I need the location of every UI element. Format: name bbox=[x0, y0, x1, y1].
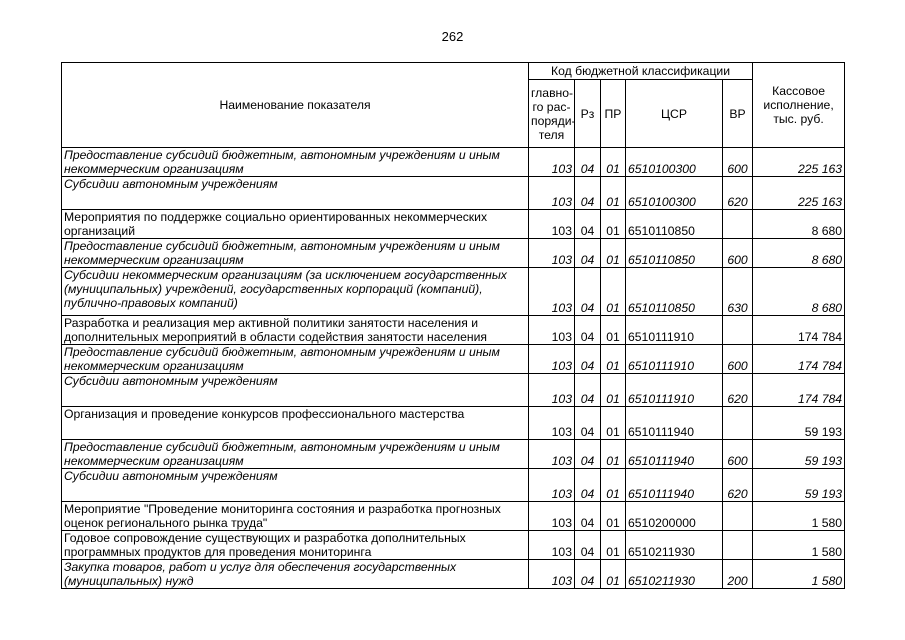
table-row bbox=[62, 531, 845, 560]
row-amount: 59 193 bbox=[753, 469, 845, 502]
row-rz: 04 bbox=[575, 210, 601, 239]
row-pr: 01 bbox=[601, 560, 626, 589]
row-vr bbox=[723, 502, 753, 531]
row-name: Мероприятия по поддержке социально ориентированных некоммерческих организаций bbox=[62, 210, 529, 239]
row-pr: 01 bbox=[601, 502, 626, 531]
row-pr: 01 bbox=[601, 210, 626, 239]
row-csr: 6510100300 bbox=[626, 148, 723, 177]
row-rz: 04 bbox=[575, 440, 601, 469]
row-amount: 174 784 bbox=[753, 316, 845, 345]
row-name: Организация и проведение конкурсов профессионального мастерства bbox=[62, 407, 529, 440]
row-amount: 1 580 bbox=[753, 502, 845, 531]
row-amount: 59 193 bbox=[753, 407, 845, 440]
row-gl: 103 bbox=[529, 469, 575, 502]
row-amount: 8 680 bbox=[753, 210, 845, 239]
row-name: Субсидии автономным учреждениям bbox=[62, 177, 529, 210]
header-vr: ВР bbox=[723, 80, 753, 148]
header-pr: ПР bbox=[601, 80, 626, 148]
table-row bbox=[62, 560, 845, 589]
row-rz: 04 bbox=[575, 531, 601, 560]
row-vr: 630 bbox=[723, 268, 753, 316]
row-vr bbox=[723, 531, 753, 560]
row-csr: 6510111910 bbox=[626, 316, 723, 345]
row-vr: 620 bbox=[723, 469, 753, 502]
table-row bbox=[62, 374, 845, 407]
row-amount: 8 680 bbox=[753, 239, 845, 268]
row-pr: 01 bbox=[601, 531, 626, 560]
row-rz: 04 bbox=[575, 469, 601, 502]
row-vr: 600 bbox=[723, 148, 753, 177]
row-gl: 103 bbox=[529, 148, 575, 177]
row-vr: 620 bbox=[723, 374, 753, 407]
table-row bbox=[62, 440, 845, 469]
row-csr: 6510110850 bbox=[626, 210, 723, 239]
row-amount: 1 580 bbox=[753, 560, 845, 589]
row-rz: 04 bbox=[575, 239, 601, 268]
row-pr: 01 bbox=[601, 268, 626, 316]
row-csr: 6510111910 bbox=[626, 345, 723, 374]
row-gl: 103 bbox=[529, 407, 575, 440]
row-rz: 04 bbox=[575, 316, 601, 345]
budget-table bbox=[61, 62, 845, 589]
row-csr: 6510200000 bbox=[626, 502, 723, 531]
table-row bbox=[62, 316, 845, 345]
row-gl: 103 bbox=[529, 374, 575, 407]
header-budget-code-group: Код бюджетной классификации bbox=[529, 63, 753, 80]
row-gl: 103 bbox=[529, 560, 575, 589]
row-gl: 103 bbox=[529, 210, 575, 239]
row-csr: 6510111940 bbox=[626, 407, 723, 440]
row-pr: 01 bbox=[601, 469, 626, 502]
table-row bbox=[62, 469, 845, 502]
row-amount: 225 163 bbox=[753, 177, 845, 210]
row-csr: 6510111910 bbox=[626, 374, 723, 407]
header-name: Наименование показателя bbox=[62, 63, 529, 148]
header-gl-line: го рас- bbox=[532, 99, 571, 114]
row-gl: 103 bbox=[529, 440, 575, 469]
row-amount: 225 163 bbox=[753, 148, 845, 177]
row-name: Предоставление субсидий бюджетным, автономным учреждениям и иным некоммерческим организациям bbox=[62, 148, 529, 177]
row-csr: 6510211930 bbox=[626, 560, 723, 589]
header-gl-line: поряди- bbox=[531, 113, 576, 128]
row-vr bbox=[723, 407, 753, 440]
row-csr: 6510100300 bbox=[626, 177, 723, 210]
row-pr: 01 bbox=[601, 374, 626, 407]
row-name: Субсидии автономным учреждениям bbox=[62, 374, 529, 407]
table-row bbox=[62, 239, 845, 268]
row-amount: 1 580 bbox=[753, 531, 845, 560]
row-gl: 103 bbox=[529, 177, 575, 210]
header-rz: Рз bbox=[575, 80, 601, 148]
table-row bbox=[62, 268, 845, 316]
row-gl: 103 bbox=[529, 345, 575, 374]
header-gl-line: главно- bbox=[531, 85, 574, 100]
header-gl-line: теля bbox=[538, 127, 565, 142]
page-number: 262 bbox=[441, 29, 464, 44]
row-name: Разработка и реализация мер активной политики занятости населения и дополнительных мероприятий в области содействия занятости населения bbox=[62, 316, 529, 345]
row-vr: 600 bbox=[723, 239, 753, 268]
row-amount: 174 784 bbox=[753, 374, 845, 407]
row-pr: 01 bbox=[601, 316, 626, 345]
table-body bbox=[62, 148, 845, 589]
header-amount-line: Кассовое bbox=[772, 84, 825, 98]
row-csr: 6510110850 bbox=[626, 239, 723, 268]
row-vr: 600 bbox=[723, 345, 753, 374]
row-amount: 8 680 bbox=[753, 268, 845, 316]
table-row bbox=[62, 502, 845, 531]
row-rz: 04 bbox=[575, 268, 601, 316]
row-name: Мероприятие "Проведение мониторинга состояния и разработка прогнозных оценок регионального рынка труда" bbox=[62, 502, 529, 531]
row-name: Предоставление субсидий бюджетным, автономным учреждениям и иным некоммерческим организациям bbox=[62, 345, 529, 374]
row-amount: 174 784 bbox=[753, 345, 845, 374]
row-name: Субсидии автономным учреждениям bbox=[62, 469, 529, 502]
row-pr: 01 bbox=[601, 148, 626, 177]
header-gl bbox=[529, 80, 575, 148]
row-csr: 6510111940 bbox=[626, 469, 723, 502]
row-name: Предоставление субсидий бюджетным, автономным учреждениям и иным некоммерческим организациям bbox=[62, 440, 529, 469]
row-pr: 01 bbox=[601, 177, 626, 210]
row-name: Субсидии некоммерческим организациям (за исключением государственных (муниципальных) учреждений, государственных корпораций (компаний), публично-правовых компаний) bbox=[62, 268, 529, 316]
row-pr: 01 bbox=[601, 407, 626, 440]
row-name: Закупка товаров, работ и услуг для обеспечения государственных (муниципальных) нужд bbox=[62, 560, 529, 589]
row-vr bbox=[723, 210, 753, 239]
row-csr: 6510110850 bbox=[626, 268, 723, 316]
row-name: Годовое сопровождение существующих и разработка дополнительных программных продуктов для проведения мониторинга bbox=[62, 531, 529, 560]
row-amount: 59 193 bbox=[753, 440, 845, 469]
row-rz: 04 bbox=[575, 560, 601, 589]
row-gl: 103 bbox=[529, 268, 575, 316]
table-row bbox=[62, 407, 845, 440]
header-csr: ЦСР bbox=[626, 80, 723, 148]
row-csr: 6510211930 bbox=[626, 531, 723, 560]
table-row bbox=[62, 345, 845, 374]
row-rz: 04 bbox=[575, 502, 601, 531]
header-amount bbox=[753, 63, 845, 148]
row-rz: 04 bbox=[575, 374, 601, 407]
row-rz: 04 bbox=[575, 148, 601, 177]
row-csr: 6510111940 bbox=[626, 440, 723, 469]
header-amount-line: исполнение, bbox=[763, 98, 834, 112]
row-vr: 620 bbox=[723, 177, 753, 210]
row-pr: 01 bbox=[601, 440, 626, 469]
row-vr: 600 bbox=[723, 440, 753, 469]
table-row bbox=[62, 210, 845, 239]
row-rz: 04 bbox=[575, 177, 601, 210]
header-amount-line: тыс. руб. bbox=[773, 112, 824, 126]
row-gl: 103 bbox=[529, 531, 575, 560]
row-rz: 04 bbox=[575, 345, 601, 374]
row-name: Предоставление субсидий бюджетным, автономным учреждениям и иным некоммерческим организациям bbox=[62, 239, 529, 268]
row-pr: 01 bbox=[601, 345, 626, 374]
row-gl: 103 bbox=[529, 316, 575, 345]
row-rz: 04 bbox=[575, 407, 601, 440]
row-vr bbox=[723, 316, 753, 345]
table-row bbox=[62, 177, 845, 210]
row-vr: 200 bbox=[723, 560, 753, 589]
table-row bbox=[62, 148, 845, 177]
row-gl: 103 bbox=[529, 502, 575, 531]
row-pr: 01 bbox=[601, 239, 626, 268]
row-gl: 103 bbox=[529, 239, 575, 268]
